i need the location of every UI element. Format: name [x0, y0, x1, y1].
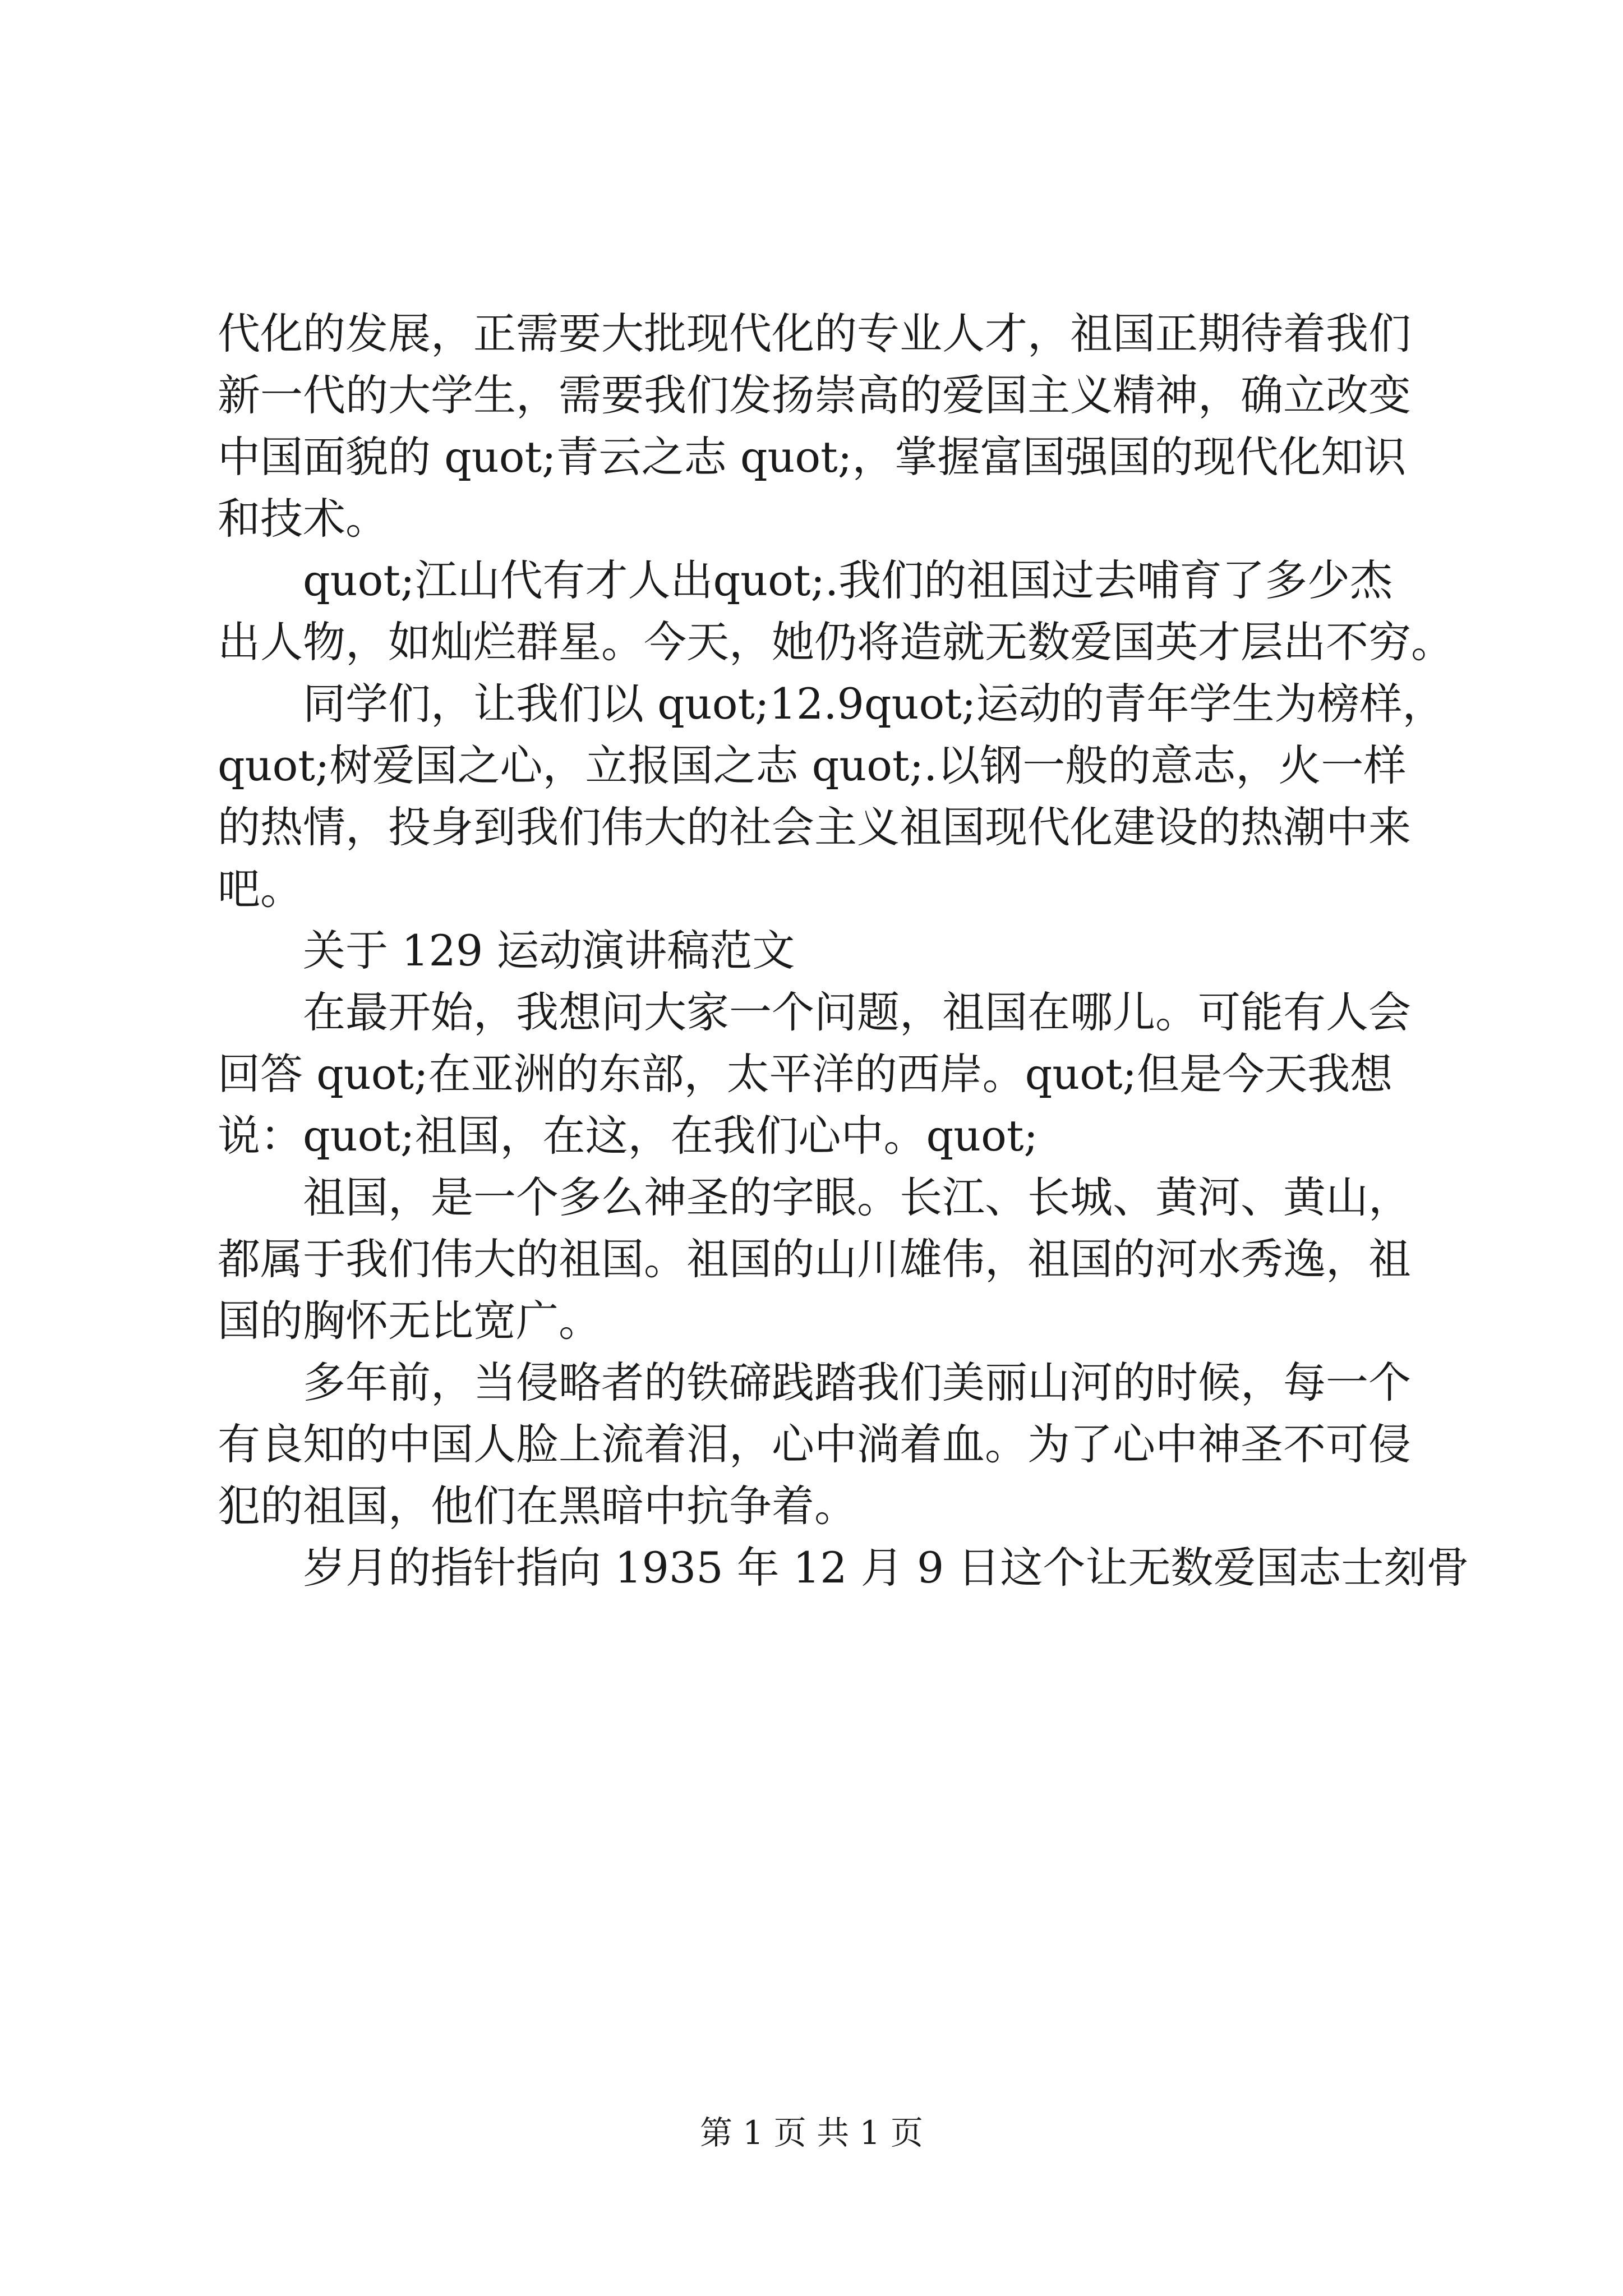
paragraph	[218, 1352, 1418, 1537]
page-footer: 第 1 页 共 1 页	[700, 2114, 923, 2152]
text-line: 岁月的指针指向 1935 年 12 月 9 日这个让无数爱国志士刻骨	[303, 1543, 1469, 1593]
text-line: 说：quot;祖国，在这，在我们心中。quot;	[218, 1111, 1038, 1161]
paragraph	[218, 1537, 1469, 1599]
text-line: 多年前，当侵略者的铁碲践踏我们美丽山河的时候，每一个	[303, 1358, 1411, 1407]
text-line: 祖国，是一个多么神圣的字眼。长江、长城、黄河、黄山，	[303, 1172, 1411, 1222]
text-line: 吧。	[218, 864, 303, 914]
text-line: 中国面貌的 quot;青云之志 quot;，掌握富国强国的现代化知识	[218, 432, 1407, 482]
text-line: 新一代的大学生，需要我们发扬崇高的爱国主义精神，确立改变	[218, 370, 1411, 420]
section-heading	[218, 920, 1418, 982]
text-line: 代化的发展，正需要大批现代化的专业人才，祖国正期待着我们	[218, 309, 1411, 358]
text-line: 都属于我们伟大的祖国。祖国的山川雄伟，祖国的河水秀逸，祖	[218, 1234, 1411, 1284]
text-line: 回答 quot;在亚洲的东部，太平洋的西岸。quot;但是今天我想	[218, 1049, 1393, 1099]
text-line: 同学们，让我们以 quot;12.9quot;运动的青年学生为榜样，	[303, 679, 1445, 729]
text-line: 出人物，如灿烂群星。今天，她仍将造就无数爱国英才层出不穷。	[218, 617, 1454, 667]
text-line: 有良知的中国人脸上流着泪，心中淌着血。为了心中神圣不可侵	[218, 1419, 1411, 1469]
text-line: 和技术。	[218, 494, 388, 544]
paragraph	[218, 982, 1418, 1167]
text-line: 国的胸怀无比宽广。	[218, 1296, 601, 1346]
text-line: quot;树爱国之心，立报国之志 quot;.以钢一般的意志，火一样	[218, 740, 1407, 790]
paragraph	[218, 550, 1454, 673]
document-body	[218, 303, 1469, 1599]
text-line: 关于 129 运动演讲稿范文	[303, 926, 795, 976]
paragraph	[218, 1167, 1418, 1352]
text-line: 的热情，投身到我们伟大的社会主义祖国现代化建设的热潮中来	[218, 802, 1411, 852]
text-line: quot;江山代有才人出quot;.我们的祖国过去哺育了多少杰	[303, 555, 1393, 605]
text-line: 在最开始，我想问大家一个问题，祖国在哪儿。可能有人会	[303, 987, 1411, 1037]
paragraph	[218, 303, 1418, 550]
paragraph	[218, 673, 1445, 920]
text-line: 犯的祖国，他们在黑暗中抗争着。	[218, 1481, 857, 1531]
